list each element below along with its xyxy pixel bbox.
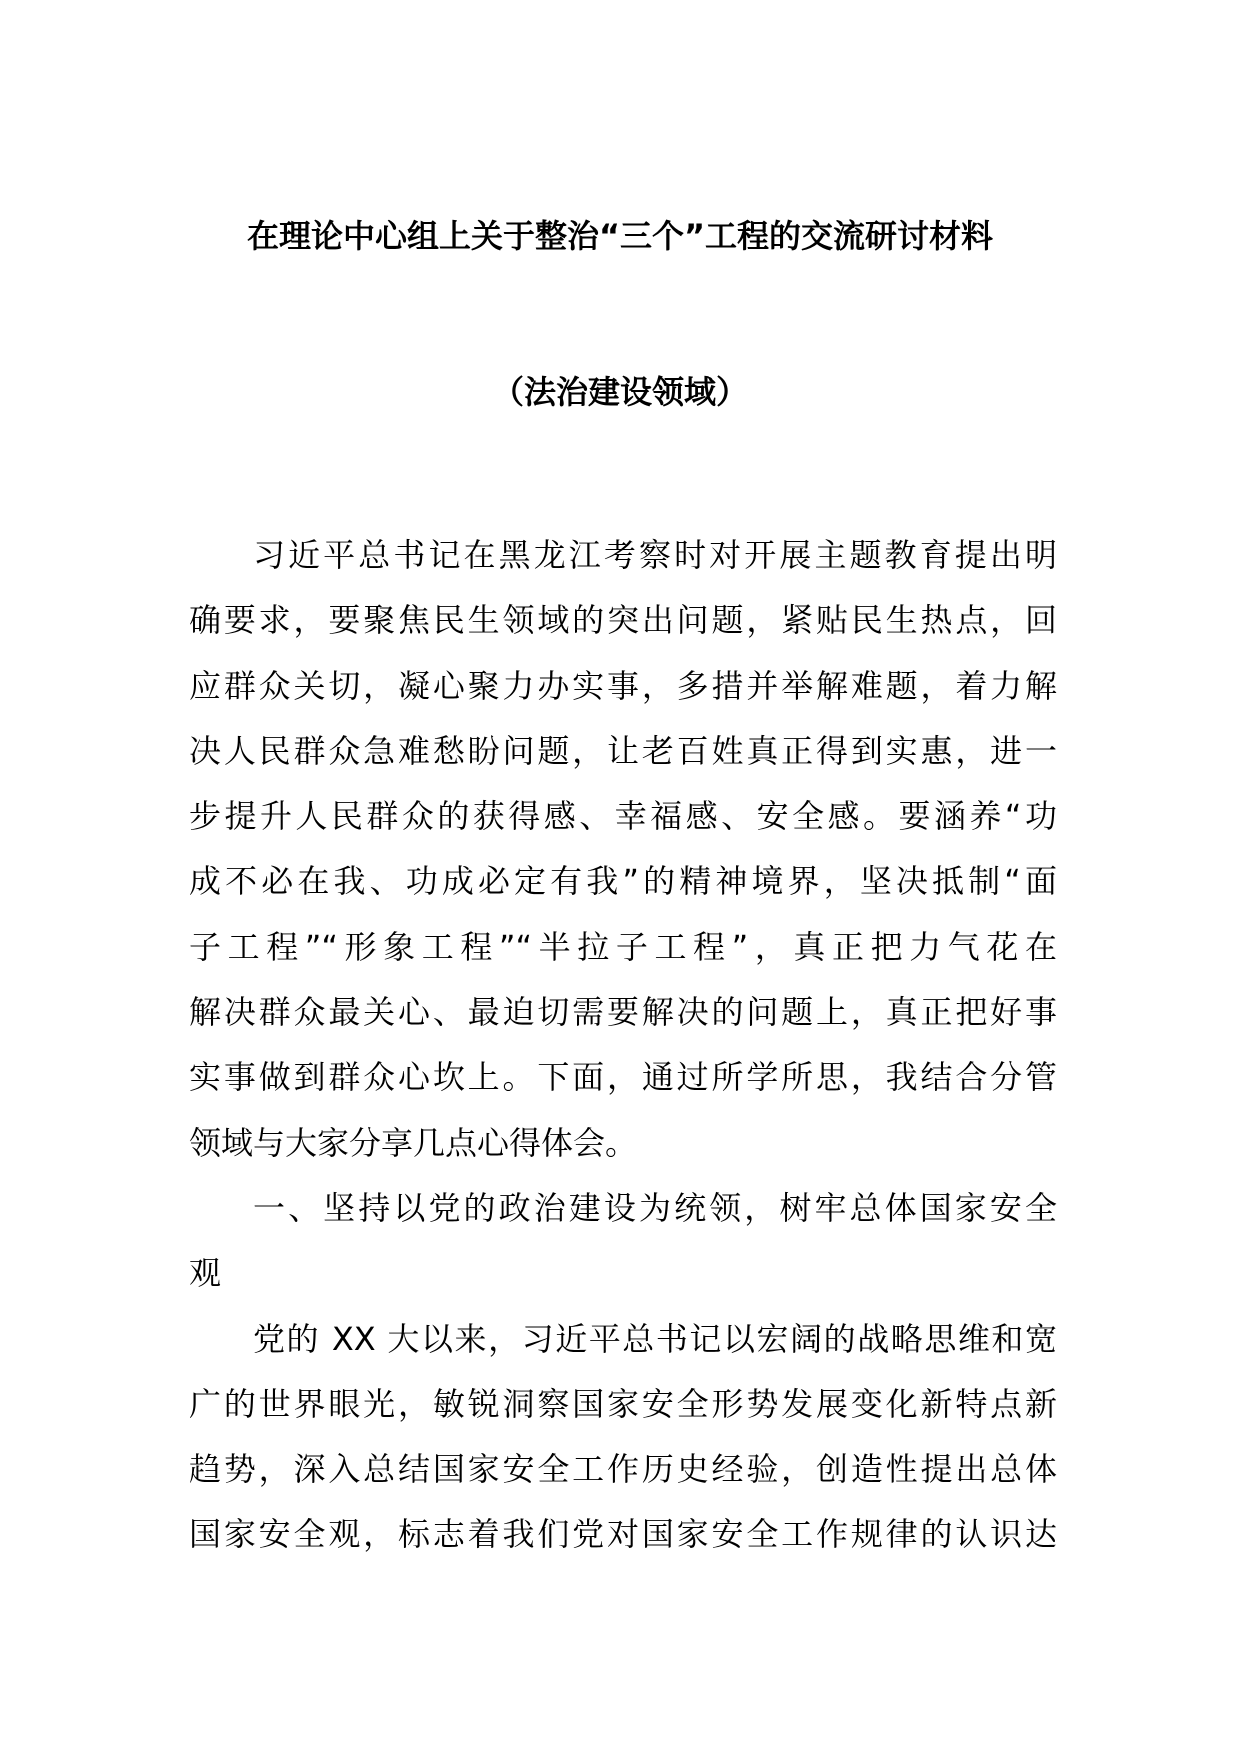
body-line: 成不必在我、功成必定有我”的精神境界，坚决抵制“面	[189, 862, 1057, 901]
body-line: 步提升人民群众的获得感、幸福感、安全感。要涵养“功	[189, 797, 1057, 836]
body-line: 子工程”“形象工程”“半拉子工程”，真正把力气花在	[189, 927, 1057, 966]
body-line: 应群众关切，凝心聚力办实事，多措并举解难题，着力解	[189, 666, 1057, 705]
body-line: 习近平总书记在黑龙江考察时对开展主题教育提出明	[253, 536, 1057, 574]
body-line: 一、坚持以党的政治建设为统领，树牢总体国家安全	[253, 1188, 1057, 1227]
document-subtitle: （法治建设领域）	[491, 373, 748, 411]
body-line: 领域与大家分享几点心得体会。	[189, 1123, 638, 1162]
body-line: 确要求，要聚焦民生领域的突出问题，紧贴民生热点，回	[189, 601, 1057, 640]
body-line: 解决群众最关心、最迫切需要解决的问题上，真正把好事	[189, 993, 1057, 1032]
document-body	[189, 523, 1057, 1568]
body-line: 国家安全观，标志着我们党对国家安全工作规律的认识达	[189, 1515, 1057, 1554]
body-line: 广的世界眼光，敏锐洞察国家安全形势发展变化新特点新	[189, 1384, 1057, 1423]
body-line: 观	[189, 1254, 222, 1293]
body-line: 决人民群众急难愁盼问题，让老百姓真正得到实惠，进一	[189, 731, 1057, 770]
document-title: 在理论中心组上关于整治“三个”工程的交流研讨材料	[246, 217, 994, 255]
body-line: 趋势，深入总结国家安全工作历史经验，创造性提出总体	[189, 1450, 1057, 1489]
body-line: 实事做到群众心坎上。下面，通过所学所思，我结合分管	[189, 1058, 1057, 1097]
body-line: 党的 XX 大以来，习近平总书记以宏阔的战略思维和宽	[253, 1319, 1057, 1358]
